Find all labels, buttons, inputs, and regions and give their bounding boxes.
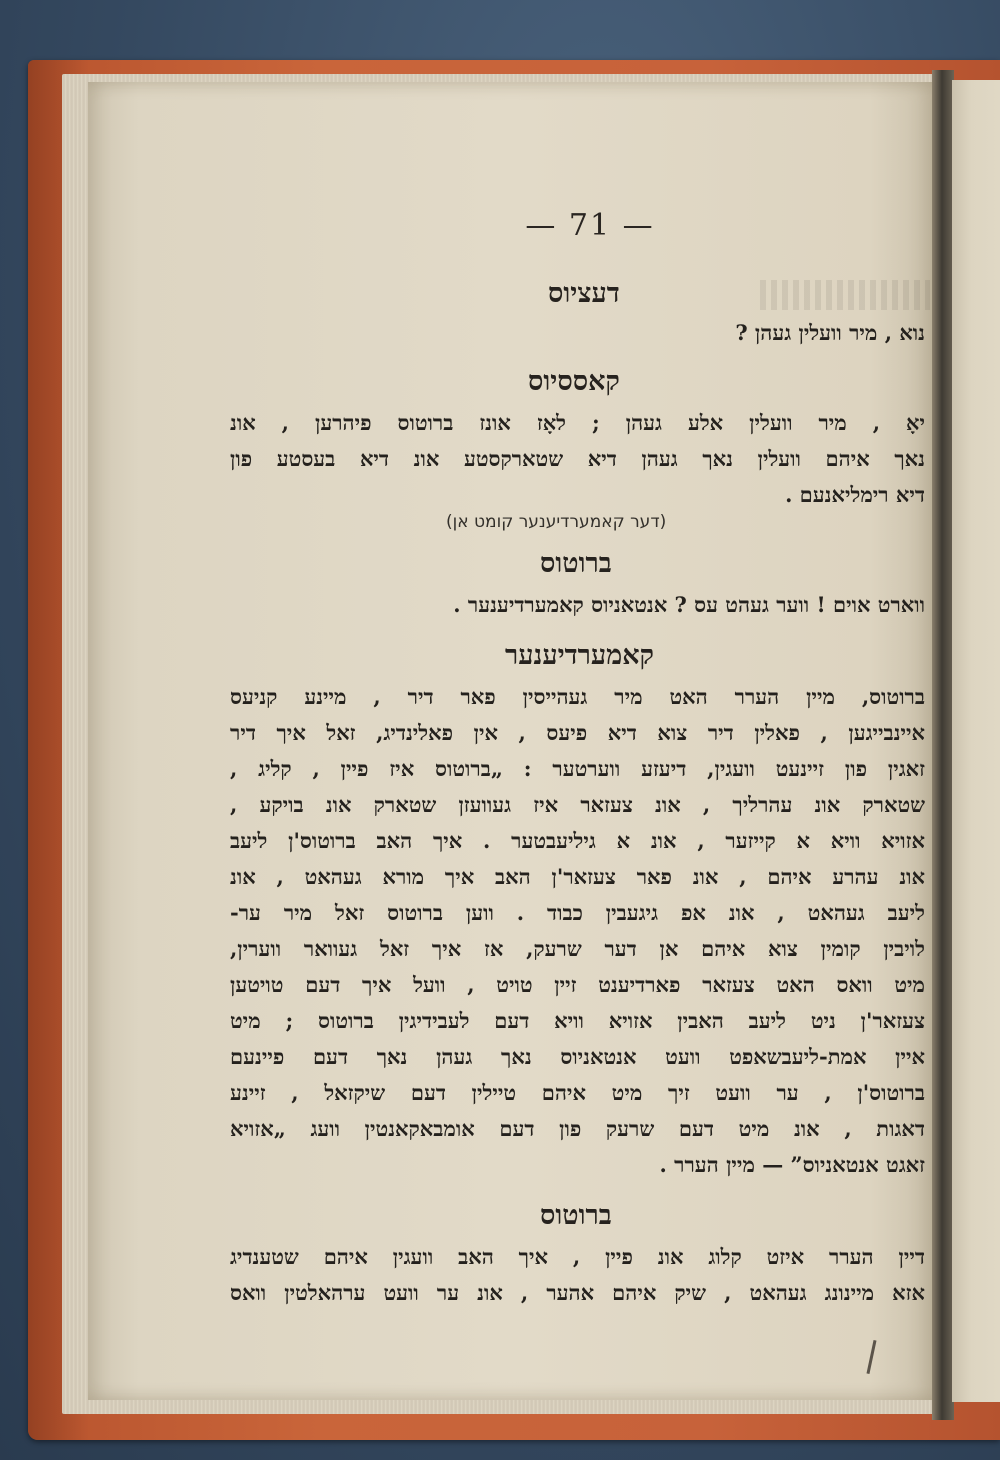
text-line: אזויא וויא א קייזער , אונ א גיליעבטער . איך האב ברוטוס'ן ליעב xyxy=(230,828,925,853)
speaker-name: דעציוס xyxy=(548,278,620,309)
speaker-name: ברוטוס xyxy=(540,548,612,579)
text-line: זאגט אנטאניוס” — מיין הערר . xyxy=(659,1152,925,1177)
stage-direction: (דער קאמערדיענער קומט אן) xyxy=(446,512,667,532)
right-page xyxy=(952,80,1000,1402)
text-line: זאגין פון זיינעט וועגין, דיעזע ווערטער : „ברוטוס איז פיין , קליג , xyxy=(230,756,925,781)
text-line: ליעב געהאט , אונ אפ גיגעבין כבוד . ווען ברוטוס זאל מיר ער- xyxy=(230,900,925,925)
show-through-text xyxy=(760,280,930,310)
text-line: שטארק אונ עהרליך , אונ צעזאר איז געוועזן שטארק אונ בויקע , xyxy=(230,792,925,817)
speaker-name: ברוטוס xyxy=(540,1200,612,1231)
text-line: ברוטוס, מיין הערר האט מיר געהייסין פאר דיר , מיינע קניעס xyxy=(230,684,925,709)
text-line: דיא רימליאנעם . xyxy=(785,482,925,507)
page-number: — 71 — xyxy=(525,208,655,243)
text-line: מיט וואס האט צעזאר פארדיענט זיין טויט , וועל איך דעם טויטען xyxy=(230,972,925,997)
text-line: דיין הערר איזט קלוג אונ פיין , איך האב וועגין איהם שטענדיג xyxy=(230,1244,925,1269)
text-line: איינבייגען , פאלין דיר צוא דיא פיעס , אין פאלינדיג, זאל איך דיר xyxy=(230,720,925,745)
text-line: צעזאר'ן ניט ליעב האבין אזויא וויא דעם לעבידיגין ברוטוס ; מיט xyxy=(230,1008,925,1033)
text-line: נאך איהם וועלין נאך געהן דיא שטארקסטע אונ דיא בעסטע פון xyxy=(230,446,925,471)
speaker-name: קאססיוס xyxy=(528,366,620,397)
book-gutter xyxy=(932,70,954,1420)
text-line: נוא , מיר וועלין געהן ? xyxy=(735,320,925,345)
text-line: אונ עהרע איהם , אונ פאר צעזאר'ן האב איך מורא געהאט , אונ xyxy=(230,864,925,889)
text-line: אזא מיינונג געהאט , שיק איהם אהער , אונ ער וועט ערהאלטין וואס xyxy=(230,1280,925,1305)
text-line: לויבין קומין צוא איהם אן דער שרעק, אז איך זאל געוואר ווערין, xyxy=(230,936,925,961)
text-line: ברוטוס'ן , ער וועט זיך מיט איהם טיילין דעם שיקזאל , זיינע xyxy=(230,1080,925,1105)
speaker-name: קאמערדיענער xyxy=(505,640,655,671)
text-line: ווארט אוים ! ווער געהט עס ? אנטאניוס קאמערדיענער . xyxy=(453,592,925,617)
text-line: יאָ , מיר וועלין אלע געהן ; לאָז אונז ברוטוס פיהרען , אונ xyxy=(230,410,925,435)
text-line: דאגות , אונ מיט דעם שרעק פון דעם אומבאקאנטין וועג „אזויא xyxy=(230,1116,925,1141)
text-line: איין אמת-ליעבשאפט וועט אנטאניוס נאך געהן נאך דעם פיינעם xyxy=(230,1044,925,1069)
